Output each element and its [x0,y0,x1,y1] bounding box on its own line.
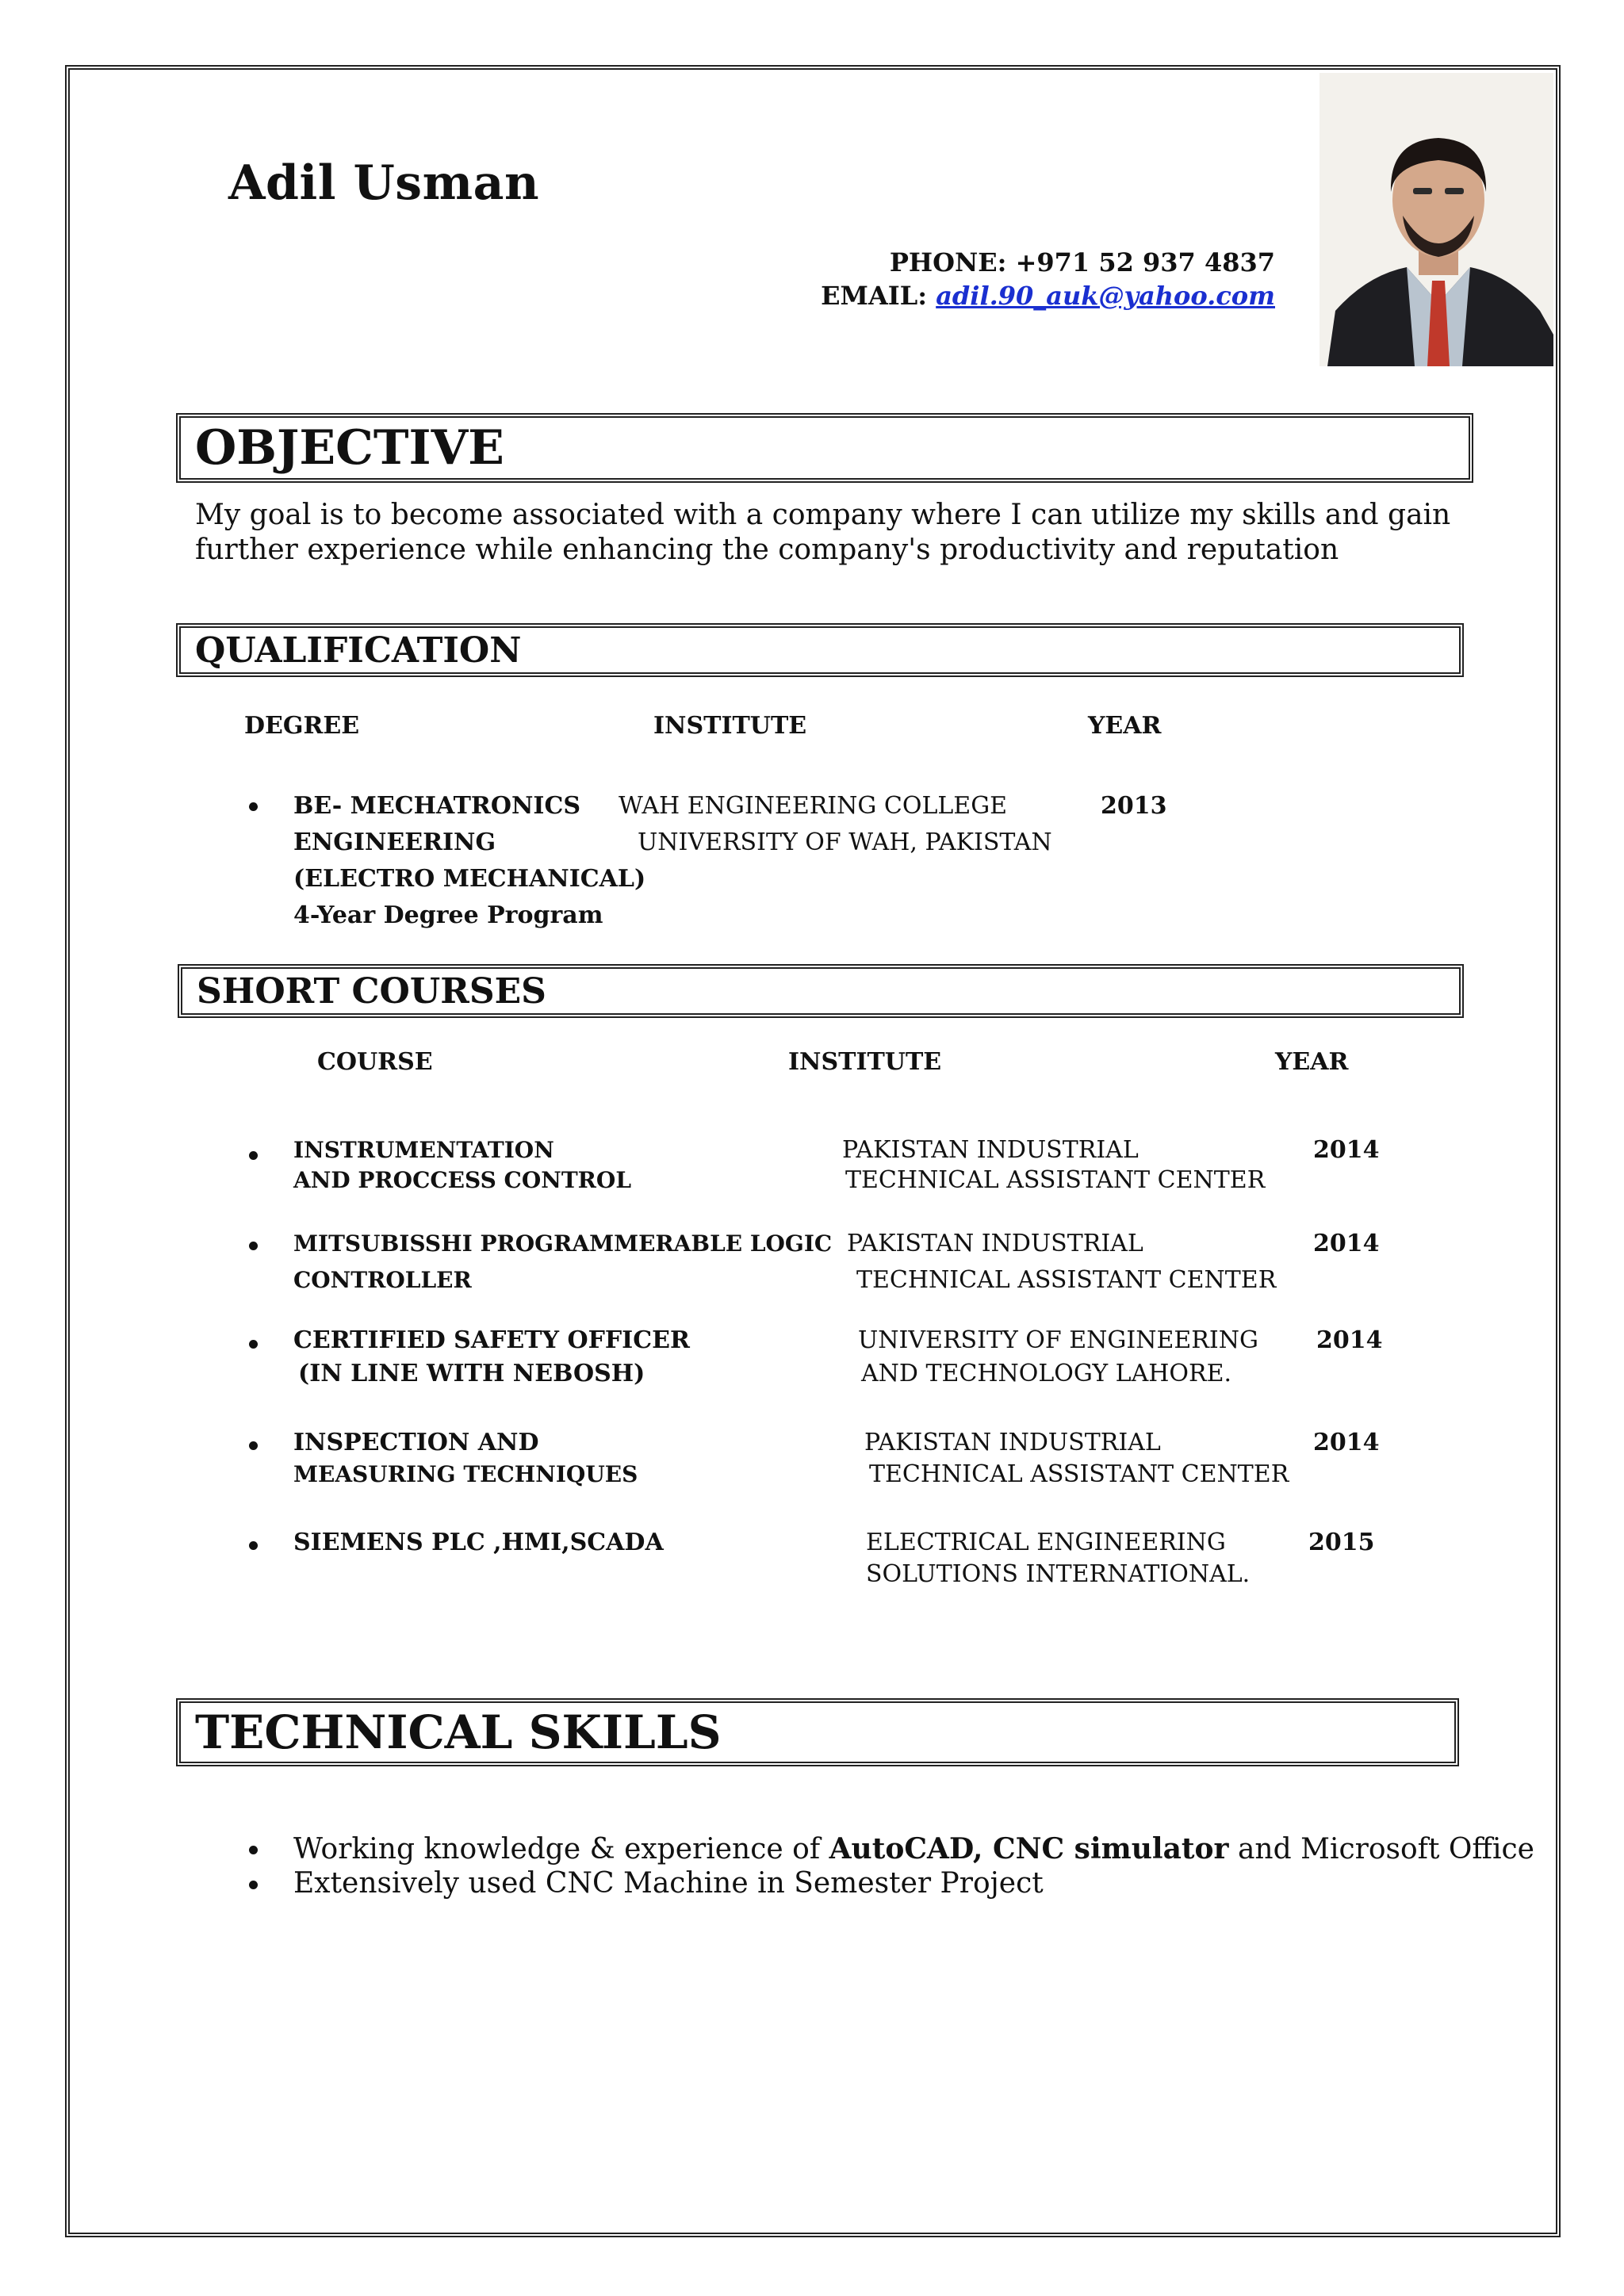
course-year: 2014 [1313,1136,1380,1164]
course-line: SIEMENS PLC ,HMI,SCADA [293,1529,664,1556]
institute-line: UNIVERSITY OF WAH, PAKISTAN [638,828,1052,856]
phone-label: PHONE: [889,247,1007,277]
course-name [293,1226,832,1299]
course-institute-line: PAKISTAN INDUSTRIAL [864,1429,1161,1456]
degree-line: BE- MECHATRONICS [293,792,580,820]
qualification-bullet [249,802,258,811]
course-name [293,1527,664,1559]
phone-line [821,246,1275,279]
course-institute-line: TECHNICAL ASSISTANT CENTER [869,1460,1289,1488]
course-institute-line: AND TECHNOLOGY LAHORE. [861,1360,1232,1387]
email-link[interactable]: adil.90_auk@yahoo.com [936,281,1275,311]
course-institute-line: TECHNICAL ASSISTANT CENTER [856,1266,1277,1294]
objective-line-1: My goal is to become associated with a company where I can utilize my skills and gain [195,499,1451,531]
phone-value: +971 52 937 4837 [1015,247,1275,277]
technical-skills-heading-box [176,1698,1459,1766]
skill-bullet [249,1846,258,1854]
short-courses-header-course: COURSE [317,1048,433,1076]
course-institute-line: SOLUTIONS INTERNATIONAL. [866,1560,1251,1588]
course-line: AND PROCCESS CONTROL [293,1167,632,1193]
course-year: 2014 [1316,1326,1383,1354]
degree-line: (ELECTRO MECHANICAL) [293,865,646,893]
course-name [293,1427,638,1490]
course-line: MITSUBISSHI PROGRAMMERABLE LOGIC [293,1230,833,1257]
email-line [821,279,1275,312]
objective-text [195,498,1464,568]
email-label: EMAIL: [821,281,928,311]
candidate-name: Adil Usman [228,155,540,211]
objective-line-2: further experience while enhancing the company's productivity and reputation [195,534,1339,566]
objective-heading: OBJECTIVE [195,420,504,476]
qualification-year: 2013 [1101,792,1167,820]
profile-photo [1320,73,1553,366]
course-institute [847,1226,1276,1299]
short-courses-heading: SHORT COURSES [197,970,546,1012]
institute-line: WAH ENGINEERING COLLEGE [619,792,1008,820]
course-year: 2014 [1313,1429,1380,1456]
course-line: (IN LINE WITH NEBOSH) [298,1360,645,1387]
skill-item-1 [293,1831,1534,1867]
course-bullet [249,1441,258,1450]
course-line: MEASURING TECHNIQUES [293,1461,638,1487]
qualification-header-degree: DEGREE [244,712,360,740]
course-institute [842,1135,1265,1196]
course-line: INSPECTION AND [293,1429,539,1456]
short-courses-header-institute: INSTITUTE [788,1048,942,1076]
technical-skills-heading: TECHNICAL SKILLS [195,1705,722,1759]
course-line: CONTROLLER [293,1267,472,1293]
course-institute-line: PAKISTAN INDUSTRIAL [842,1136,1139,1164]
short-courses-heading-box [178,964,1464,1018]
profile-photo-illustration [1320,73,1553,366]
course-line: INSTRUMENTATION [293,1137,554,1163]
skill-bullet [249,1881,258,1889]
short-courses-header-year: YEAR [1275,1048,1349,1076]
course-institute-line: PAKISTAN INDUSTRIAL [847,1230,1143,1257]
objective-heading-box [176,413,1473,483]
degree-line: 4-Year Degree Program [293,901,603,929]
course-institute [866,1527,1250,1590]
skill-item-2: Extensively used CNC Machine in Semester Project [293,1867,1044,1900]
course-bullet [249,1541,258,1550]
contact-block [821,246,1275,312]
qualification-institute [619,788,1052,861]
qualification-degree [293,788,645,934]
qualification-header-institute: INSTITUTE [653,712,807,740]
skill-1-text-bold: AutoCAD, CNC simulator [829,1832,1229,1866]
skill-1-text-pre: Working knowledge & experience of [293,1833,829,1866]
course-bullet [249,1242,258,1250]
course-institute-line: TECHNICAL ASSISTANT CENTER [845,1166,1266,1194]
course-bullet [249,1340,258,1349]
qualification-heading: QUALIFICATION [195,629,522,671]
course-institute-line: ELECTRICAL ENGINEERING [866,1529,1226,1556]
course-name [293,1324,690,1391]
qualification-heading-box [176,623,1464,677]
course-name [293,1135,631,1196]
course-institute [864,1427,1289,1490]
degree-line: ENGINEERING [293,828,496,856]
course-year: 2014 [1313,1230,1380,1257]
course-institute [858,1324,1258,1391]
course-institute-line: UNIVERSITY OF ENGINEERING [858,1326,1258,1354]
course-line: CERTIFIED SAFETY OFFICER [293,1326,690,1354]
course-bullet [249,1151,258,1160]
skill-1-text-post: and Microsoft Office [1228,1833,1534,1866]
qualification-header-year: YEAR [1088,712,1162,740]
course-year: 2015 [1308,1529,1375,1556]
